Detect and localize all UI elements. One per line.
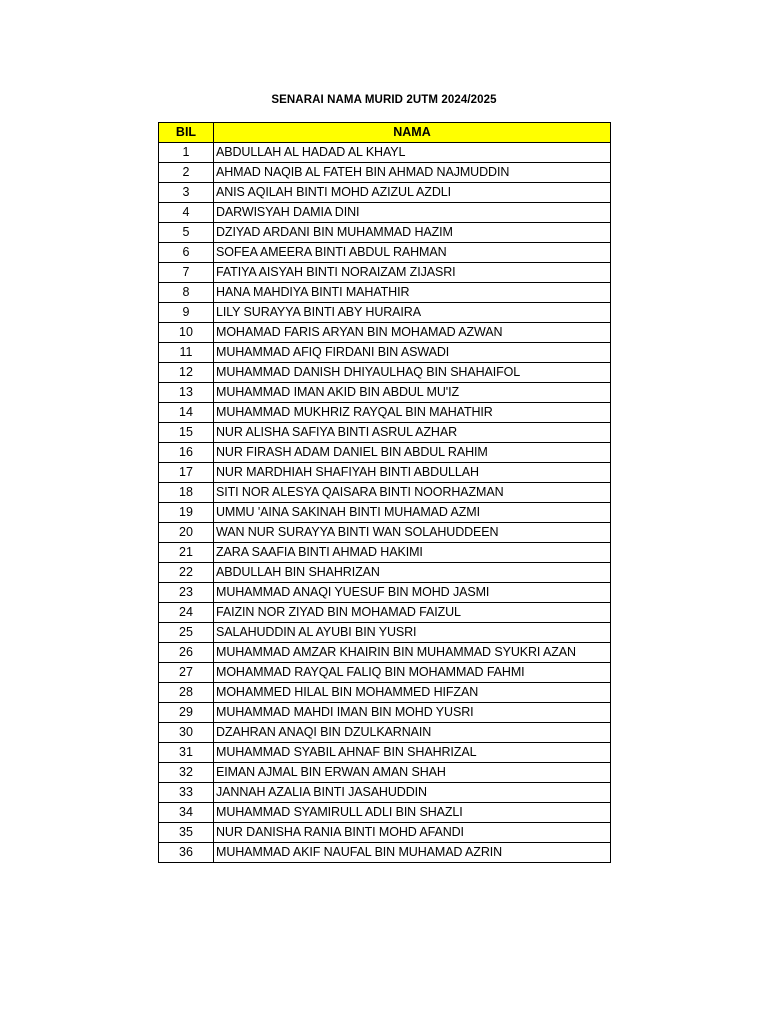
student-name-cell: SOFEA AMEERA BINTI ABDUL RAHMAN	[214, 243, 611, 263]
table-row	[159, 563, 611, 583]
student-name-cell: JANNAH AZALIA BINTI JASAHUDDIN	[214, 783, 611, 803]
student-name-cell: MOHAMMAD RAYQAL FALIQ BIN MOHAMMAD FAHMI	[214, 663, 611, 683]
table-row	[159, 543, 611, 563]
table-row	[159, 303, 611, 323]
table-header	[159, 123, 611, 143]
student-name-cell: MUHAMMAD IMAN AKID BIN ABDUL MU'IZ	[214, 383, 611, 403]
table-row	[159, 443, 611, 463]
table-row	[159, 583, 611, 603]
student-name-cell: MUHAMMAD SYAMIRULL ADLI BIN SHAZLI	[214, 803, 611, 823]
row-number-cell: 33	[159, 783, 214, 803]
table-row	[159, 403, 611, 423]
student-name-cell: NUR DANISHA RANIA BINTI MOHD AFANDI	[214, 823, 611, 843]
student-name-cell: FATIYA AISYAH BINTI NORAIZAM ZIJASRI	[214, 263, 611, 283]
row-number-cell: 8	[159, 283, 214, 303]
table-row	[159, 183, 611, 203]
row-number-cell: 30	[159, 723, 214, 743]
row-number-cell: 23	[159, 583, 214, 603]
row-number-cell: 27	[159, 663, 214, 683]
row-number-cell: 3	[159, 183, 214, 203]
table-row	[159, 603, 611, 623]
student-name-cell: DZIYAD ARDANI BIN MUHAMMAD HAZIM	[214, 223, 611, 243]
student-name-cell: FAIZIN NOR ZIYAD BIN MOHAMAD FAIZUL	[214, 603, 611, 623]
student-name-cell: NUR ALISHA SAFIYA BINTI ASRUL AZHAR	[214, 423, 611, 443]
student-name-cell: MUHAMMAD MAHDI IMAN BIN MOHD YUSRI	[214, 703, 611, 723]
table-row	[159, 143, 611, 163]
row-number-cell: 25	[159, 623, 214, 643]
row-number-cell: 7	[159, 263, 214, 283]
student-name-cell: MUHAMMAD MUKHRIZ RAYQAL BIN MAHATHIR	[214, 403, 611, 423]
table-row	[159, 803, 611, 823]
table-row	[159, 203, 611, 223]
row-number-cell: 21	[159, 543, 214, 563]
student-list-table	[158, 122, 611, 863]
student-name-cell: NUR MARDHIAH SHAFIYAH BINTI ABDULLAH	[214, 463, 611, 483]
student-name-cell: ZARA SAAFIA BINTI AHMAD HAKIMI	[214, 543, 611, 563]
student-name-cell: UMMU 'AINA SAKINAH BINTI MUHAMAD AZMI	[214, 503, 611, 523]
table-row	[159, 703, 611, 723]
table-row	[159, 283, 611, 303]
row-number-cell: 17	[159, 463, 214, 483]
student-name-cell: ABDULLAH AL HADAD AL KHAYL	[214, 143, 611, 163]
table-row	[159, 763, 611, 783]
student-name-cell: ANIS AQILAH BINTI MOHD AZIZUL AZDLI	[214, 183, 611, 203]
row-number-cell: 14	[159, 403, 214, 423]
student-name-cell: AHMAD NAQIB AL FATEH BIN AHMAD NAJMUDDIN	[214, 163, 611, 183]
student-name-cell: SALAHUDDIN AL AYUBI BIN YUSRI	[214, 623, 611, 643]
table-row	[159, 723, 611, 743]
row-number-cell: 12	[159, 363, 214, 383]
student-name-cell: LILY SURAYYA BINTI ABY HURAIRA	[214, 303, 611, 323]
table-body	[159, 143, 611, 863]
table-row	[159, 463, 611, 483]
row-number-cell: 36	[159, 843, 214, 863]
student-name-cell: ABDULLAH BIN SHAHRIZAN	[214, 563, 611, 583]
column-header-nama: NAMA	[214, 123, 611, 143]
student-name-cell: NUR FIRASH ADAM DANIEL BIN ABDUL RAHIM	[214, 443, 611, 463]
row-number-cell: 13	[159, 383, 214, 403]
student-name-cell: MUHAMMAD DANISH DHIYAULHAQ BIN SHAHAIFOL	[214, 363, 611, 383]
row-number-cell: 28	[159, 683, 214, 703]
row-number-cell: 22	[159, 563, 214, 583]
row-number-cell: 1	[159, 143, 214, 163]
table-row	[159, 163, 611, 183]
student-name-cell: WAN NUR SURAYYA BINTI WAN SOLAHUDDEEN	[214, 523, 611, 543]
table-row	[159, 243, 611, 263]
row-number-cell: 26	[159, 643, 214, 663]
table-row	[159, 383, 611, 403]
student-name-cell: EIMAN AJMAL BIN ERWAN AMAN SHAH	[214, 763, 611, 783]
student-name-cell: MUHAMMAD SYABIL AHNAF BIN SHAHRIZAL	[214, 743, 611, 763]
table-row	[159, 683, 611, 703]
row-number-cell: 2	[159, 163, 214, 183]
table-row	[159, 263, 611, 283]
table-row	[159, 743, 611, 763]
row-number-cell: 16	[159, 443, 214, 463]
table-row	[159, 223, 611, 243]
row-number-cell: 18	[159, 483, 214, 503]
table-row	[159, 483, 611, 503]
row-number-cell: 24	[159, 603, 214, 623]
student-name-cell: MOHAMMED HILAL BIN MOHAMMED HIFZAN	[214, 683, 611, 703]
document-title: SENARAI NAMA MURID 2UTM 2024/2025	[271, 94, 497, 106]
row-number-cell: 6	[159, 243, 214, 263]
table-row	[159, 643, 611, 663]
row-number-cell: 9	[159, 303, 214, 323]
student-name-cell: DZAHRAN ANAQI BIN DZULKARNAIN	[214, 723, 611, 743]
student-name-cell: MUHAMMAD AFIQ FIRDANI BIN ASWADI	[214, 343, 611, 363]
table-row	[159, 423, 611, 443]
student-name-cell: MUHAMMAD ANAQI YUESUF BIN MOHD JASMI	[214, 583, 611, 603]
row-number-cell: 35	[159, 823, 214, 843]
table-row	[159, 843, 611, 863]
row-number-cell: 10	[159, 323, 214, 343]
row-number-cell: 34	[159, 803, 214, 823]
student-name-cell: SITI NOR ALESYA QAISARA BINTI NOORHAZMAN	[214, 483, 611, 503]
table-row	[159, 523, 611, 543]
row-number-cell: 4	[159, 203, 214, 223]
row-number-cell: 32	[159, 763, 214, 783]
student-name-cell: MUHAMMAD AKIF NAUFAL BIN MUHAMAD AZRIN	[214, 843, 611, 863]
table-row	[159, 363, 611, 383]
student-name-cell: HANA MAHDIYA BINTI MAHATHIR	[214, 283, 611, 303]
row-number-cell: 31	[159, 743, 214, 763]
student-name-cell: MUHAMMAD AMZAR KHAIRIN BIN MUHAMMAD SYUKRI AZAN	[214, 643, 611, 663]
table-row	[159, 503, 611, 523]
row-number-cell: 29	[159, 703, 214, 723]
row-number-cell: 11	[159, 343, 214, 363]
table-row	[159, 343, 611, 363]
student-name-cell: DARWISYAH DAMIA DINI	[214, 203, 611, 223]
column-header-bil: BIL	[159, 123, 214, 143]
row-number-cell: 5	[159, 223, 214, 243]
row-number-cell: 20	[159, 523, 214, 543]
table-row	[159, 823, 611, 843]
student-name-cell: MOHAMAD FARIS ARYAN BIN MOHAMAD AZWAN	[214, 323, 611, 343]
table-row	[159, 323, 611, 343]
table-row	[159, 623, 611, 643]
table-row	[159, 663, 611, 683]
table-row	[159, 783, 611, 803]
row-number-cell: 15	[159, 423, 214, 443]
row-number-cell: 19	[159, 503, 214, 523]
header-row	[159, 123, 611, 143]
